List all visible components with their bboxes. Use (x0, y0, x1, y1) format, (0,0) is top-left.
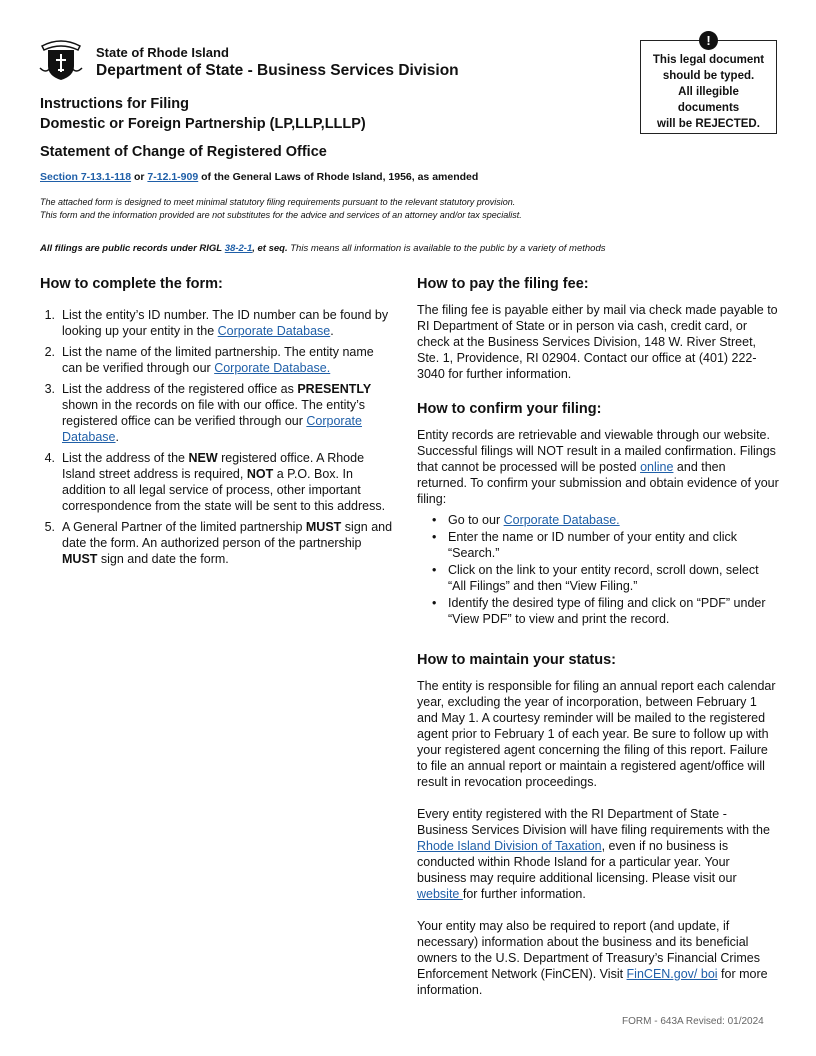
law-citation (40, 171, 478, 183)
list-item (40, 519, 397, 567)
warning-line: will be REJECTED. (657, 118, 760, 130)
list-item: • Click on the link to your entity record, scroll down, select “All Filings” and then “View Filing.” (432, 562, 777, 594)
step-number: 4. (44, 451, 55, 465)
exclamation-icon: ! (699, 31, 718, 50)
public-records-notice (40, 243, 606, 254)
confirm-steps-list (432, 512, 777, 628)
maintain-paragraph-2: Every entity registered with the RI Department of State - Business Services Division will have filing requirements with the Rhode Island Division of Taxation, even if no business is conducted within Rhode Island for a particular year. Your business may require additional licensing. Please visit our website for further information. (417, 807, 770, 901)
disclaimer-line2: This form and the information provided are not substitutes for the advice and services of an attorney and/or tax specialist. (40, 210, 522, 220)
warning-line: This legal document (652, 54, 765, 66)
warning-line: should be typed. (662, 70, 755, 82)
public-bold-suffix: , et seq. (252, 243, 288, 254)
complete-heading: How to complete the form: (40, 276, 223, 292)
page-title-line1: Instructions for Filing (40, 96, 190, 112)
maintain-paragraph-1: The entity is responsible for filing an annual report each calendar year, excluding the year of incorporation, between February 1 and May 1. A courtesy reminder will be mailed to the registered agent prior to February 1 of each year. Be sure to follow up with your registered agent concerning the filing of this report. Failure to file an annual report or maintain a registered agent/office will result in revocation proceedings. (417, 679, 776, 789)
corporate-database-link[interactable]: Corporate Database (217, 324, 331, 338)
step-text: A General Partner of the limited partnership MUST sign and date the form. An authorized person of the partnership MUST sign and date the form. (62, 520, 393, 566)
complete-steps-list (40, 307, 397, 572)
list-item (40, 450, 397, 514)
form-revision-footer: FORM - 643A Revised: 01/2024 (622, 1016, 764, 1027)
corporate-database-link[interactable]: Corporate Database (62, 414, 362, 444)
maintain-paragraph-3: Your entity may also be required to report (and update, if necessary) information about the business and its beneficial owners to the U.S. Department of Treasury’s Financial Crimes Enforcement Network (FinCEN). Visit FinCEN.gov/ boi for more information. (417, 919, 768, 997)
bullet-text: Enter the name or ID number of your entity and click “Search.” (448, 530, 738, 560)
corporate-database-link[interactable]: Corporate Database. (503, 513, 620, 527)
online-link[interactable]: online (640, 460, 674, 474)
confirm-text: Entity records are retrievable and viewable through our website. Successful filings will NOT result in a mailed confirmation. Filings that cannot be processed will be posted online and then returned. To confirm your submission and obtain evidence of your filing: (417, 428, 779, 506)
step-text: List the address of the NEW registered office. A Rhode Island street address is required, NOT a P.O. Box. In addition to all legal service of process, other important correspondence from the state will be sent to this address. (62, 451, 386, 513)
warning-line: All illegible (678, 86, 739, 98)
bullet-text: Go to our Corporate Database. (448, 513, 620, 527)
list-item (40, 307, 397, 339)
maintain-heading: How to maintain your status: (417, 652, 616, 668)
section-link-7-13-1-118[interactable]: Section 7-13.1-118 (40, 171, 132, 183)
disclaimer (40, 196, 522, 222)
form-title: Statement of Change of Registered Office (40, 144, 327, 160)
bullet-text: Identify the desired type of filing and click on “PDF” under “View PDF” to view and print the record. (448, 596, 766, 626)
confirm-heading: How to confirm your filing: (417, 401, 602, 417)
state-seal-icon (38, 38, 84, 82)
step-number: 5. (44, 520, 55, 534)
list-item: • Identify the desired type of filing and click on “PDF” under “View PDF” to view and print the record. (432, 595, 777, 627)
public-rest: This means all information is available to the public by a variety of methods (290, 243, 606, 254)
state-name: State of Rhode Island (96, 45, 229, 60)
section-link-7-12-1-909[interactable]: 7-12.1-909 (147, 171, 199, 183)
step-text: List the entity’s ID number. The ID number can be found by looking up your entity in the Corporate Database. (62, 308, 389, 338)
page-title-line2: Domestic or Foreign Partnership (LP,LLP,LLLP) (40, 116, 366, 132)
step-number: 1. (44, 308, 55, 322)
corporate-database-link[interactable]: Corporate Database. (214, 361, 331, 375)
list-item: • Enter the name or ID number of your entity and click “Search.” (432, 529, 777, 561)
pay-text: The filing fee is payable either by mail via check made payable to RI Department of State or in person via cash, credit card, or check at the Business Services Division, 148 W. River Street, Ste. 1, Providence, RI 02904. Contact our office at (401) 222-3040 for further information. (417, 303, 778, 381)
website-link[interactable]: website (417, 887, 463, 901)
rigl-link[interactable]: 38-2-1 (224, 243, 253, 254)
division-of-taxation-link[interactable]: Rhode Island Division of Taxation (417, 839, 602, 853)
list-item: • Go to our Corporate Database. (432, 512, 777, 528)
fincen-link[interactable]: FinCEN.gov/ boi (626, 967, 718, 981)
warning-text (641, 52, 776, 132)
step-text: List the address of the registered office as PRESENTLY shown in the records on file with our office. The entity’s registered office can be verified through our Corporate Database. (62, 382, 372, 444)
step-text: List the name of the limited partnership. The entity name can be verified through our Corporate Database. (62, 345, 374, 375)
pay-heading: How to pay the filing fee: (417, 276, 589, 292)
law-rest: of the General Laws of Rhode Island, 1956, as amended (201, 171, 479, 183)
warning-box (640, 33, 777, 134)
step-number: 2. (44, 345, 55, 359)
list-item (40, 344, 397, 376)
department-name: Department of State - Business Services Division (96, 62, 459, 79)
list-item (40, 381, 397, 445)
warning-line: documents (677, 102, 740, 114)
law-or: or (133, 171, 145, 183)
bullet-text: Click on the link to your entity record, scroll down, select “All Filings” and then “View Filing.” (448, 563, 759, 593)
step-number: 3. (44, 382, 55, 396)
disclaimer-line1: The attached form is designed to meet minimal statutory filing requirements pursuant to the relevant statutory provision. (40, 197, 516, 207)
public-bold-prefix: All filings are public records under RIGL (40, 243, 223, 254)
